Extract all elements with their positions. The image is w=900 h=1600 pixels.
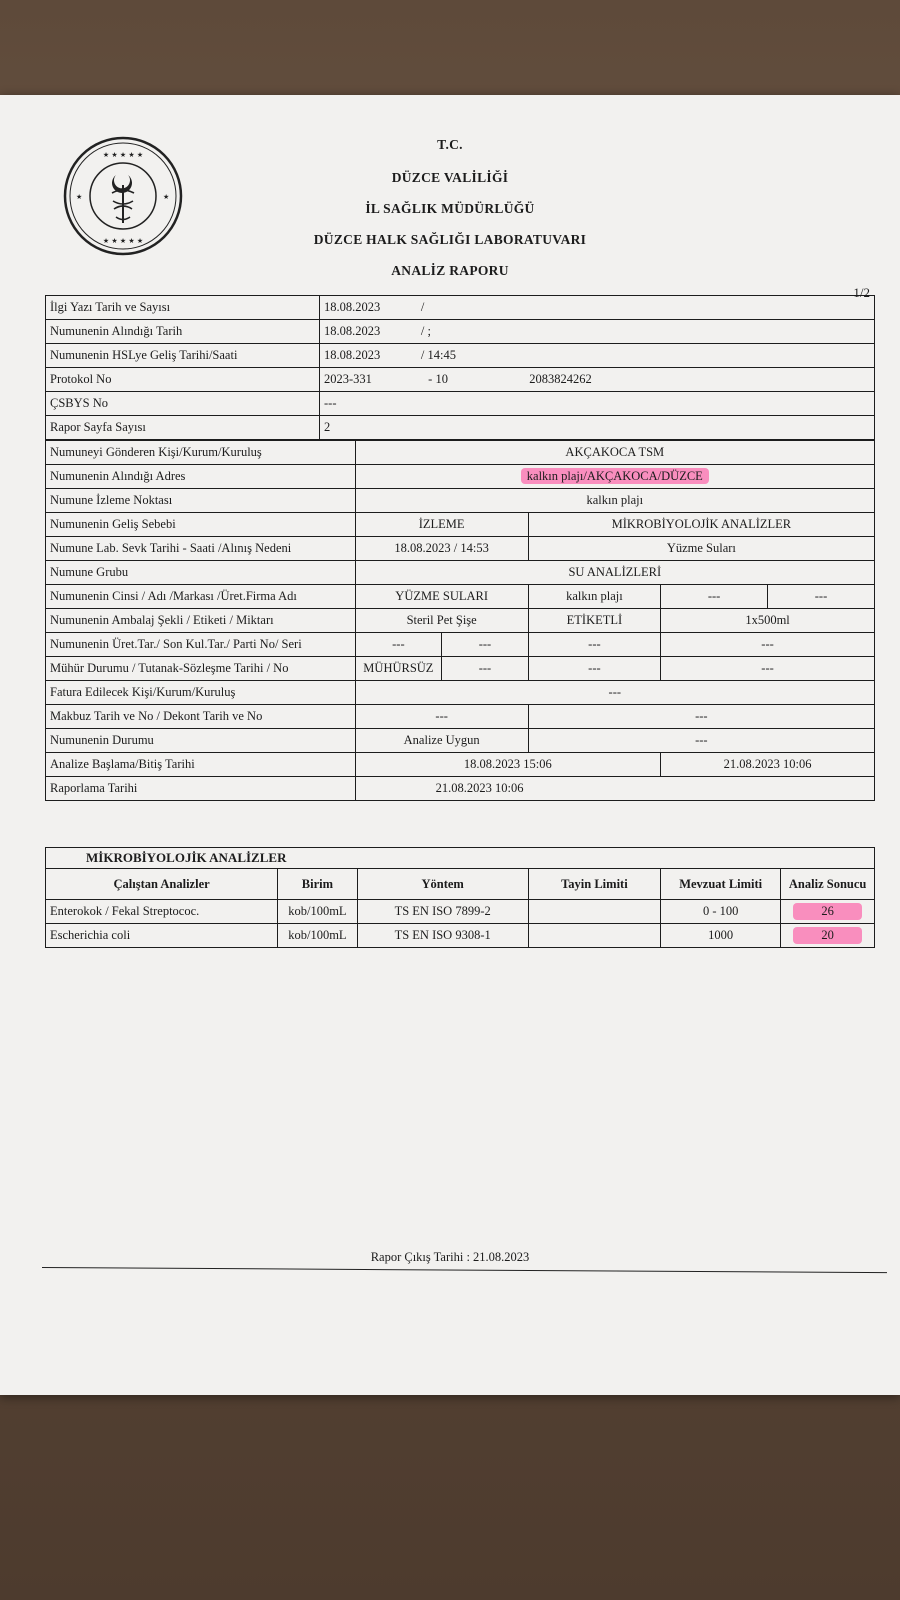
analysis-result xyxy=(781,924,875,948)
sender-value: AKÇAKOCA TSM xyxy=(355,441,874,465)
table-row xyxy=(46,344,875,368)
table-row xyxy=(46,416,875,440)
analysis-unit: kob/100mL xyxy=(278,924,357,948)
pack-value-3: 1x500ml xyxy=(661,609,875,633)
type-value-4: --- xyxy=(768,585,875,609)
reason-label: Numunenin Geliş Sebebi xyxy=(46,513,356,537)
header-laboratory: DÜZCE HALK SAĞLIĞI LABORATUVARI xyxy=(313,232,587,247)
seal-value-1: MÜHÜRSÜZ xyxy=(355,657,442,681)
analysis-end: 21.08.2023 10:06 xyxy=(661,753,875,777)
results-title: MİKROBİYOLOJİK ANALİZLER xyxy=(46,848,875,869)
svg-text:★: ★ xyxy=(163,193,170,201)
analysis-name: Escherichia coli xyxy=(46,924,278,948)
report-date-label: Raporlama Tarihi xyxy=(46,777,356,801)
reason-value-1: İZLEME xyxy=(355,513,528,537)
address-highlight: kalkın plajı/AKÇAKOCA/DÜZCE xyxy=(521,468,709,484)
table-row xyxy=(46,633,875,657)
row-value: 18.08.2023 / xyxy=(320,296,875,320)
footer-line xyxy=(42,1267,887,1273)
table-header-row xyxy=(46,869,875,900)
status-value-2: --- xyxy=(528,729,874,753)
receipt-label: Makbuz Tarih ve No / Dekont Tarih ve No xyxy=(46,705,356,729)
table-row xyxy=(46,368,875,392)
col-header-legal-limit: Mevzuat Limiti xyxy=(661,869,781,900)
row-value: 2 xyxy=(320,416,875,440)
result-highlight: 26 xyxy=(793,903,862,920)
row-label: Numunenin HSLye Geliş Tarihi/Saati xyxy=(46,344,320,368)
page-number: 1/2 xyxy=(853,285,870,300)
report-issue-date: Rapor Çıkış Tarihi : 21.08.2023 xyxy=(370,1250,530,1264)
analysis-name: Enterokok / Fekal Streptococ. xyxy=(46,900,278,924)
table-row xyxy=(46,900,875,924)
row-label: Protokol No xyxy=(46,368,320,392)
analysis-result xyxy=(781,900,875,924)
table-row xyxy=(46,513,875,537)
row-value: 18.08.2023 / 14:45 xyxy=(320,344,875,368)
row-value: 18.08.2023 / ; xyxy=(320,320,875,344)
col-header-unit: Birim xyxy=(278,869,357,900)
results-table xyxy=(45,847,875,948)
svg-text:★ ★ ★ ★ ★: ★ ★ ★ ★ ★ xyxy=(102,237,144,245)
dispatch-value-2: Yüzme Suları xyxy=(528,537,874,561)
analysis-start: 18.08.2023 15:06 xyxy=(355,753,661,777)
table-row xyxy=(46,681,875,705)
report-paper xyxy=(0,95,900,1395)
prod-value-4: --- xyxy=(661,633,875,657)
invoice-value: --- xyxy=(355,681,874,705)
prod-value-1: --- xyxy=(355,633,442,657)
table-row xyxy=(46,609,875,633)
row-label: ÇSBYS No xyxy=(46,392,320,416)
table-row xyxy=(46,489,875,513)
col-header-analysis: Çalıştan Analizler xyxy=(46,869,278,900)
table-row xyxy=(46,537,875,561)
type-label: Numunenin Cinsi / Adı /Markası /Üret.Firma Adı xyxy=(46,585,356,609)
type-value-1: YÜZME SULARI xyxy=(355,585,528,609)
row-value: --- xyxy=(320,392,875,416)
pack-label: Numunenin Ambalaj Şekli / Etiketi / Miktarı xyxy=(46,609,356,633)
analysis-legal-limit: 0 - 100 xyxy=(661,900,781,924)
address-value xyxy=(355,465,874,489)
row-label: İlgi Yazı Tarih ve Sayısı xyxy=(46,296,320,320)
dispatch-value-1: 18.08.2023 / 14:53 xyxy=(355,537,528,561)
table-row xyxy=(46,561,875,585)
pack-value-1: Steril Pet Şişe xyxy=(355,609,528,633)
svg-text:★: ★ xyxy=(76,193,83,201)
address-label: Numunenin Alındığı Adres xyxy=(46,465,356,489)
group-label: Numune Grubu xyxy=(46,561,356,585)
analysis-detection-limit xyxy=(528,924,660,948)
sender-label: Numuneyi Gönderen Kişi/Kurum/Kuruluş xyxy=(46,441,356,465)
table-row xyxy=(46,585,875,609)
col-header-detection-limit: Tayin Limiti xyxy=(528,869,660,900)
analysis-legal-limit: 1000 xyxy=(661,924,781,948)
table-row xyxy=(46,296,875,320)
request-info-table xyxy=(45,295,875,440)
seal-value-2: --- xyxy=(442,657,529,681)
table-row xyxy=(46,657,875,681)
analysis-unit: kob/100mL xyxy=(278,900,357,924)
status-label: Numunenin Durumu xyxy=(46,729,356,753)
report-date-value: 21.08.2023 10:06 xyxy=(355,777,874,801)
header-directorate: İL SAĞLIK MÜDÜRLÜĞÜ xyxy=(365,201,535,216)
col-header-result: Analiz Sonucu xyxy=(781,869,875,900)
table-row xyxy=(46,753,875,777)
header-report-title: ANALİZ RAPORU xyxy=(391,263,509,278)
seal-label: Mühür Durumu / Tutanak-Sözleşme Tarihi / No xyxy=(46,657,356,681)
row-value: 2023-331 - 10 2083824262 xyxy=(320,368,875,392)
reason-value-2: MİKROBİYOLOJİK ANALİZLER xyxy=(528,513,874,537)
table-row xyxy=(46,465,875,489)
status-value-1: Analize Uygun xyxy=(355,729,528,753)
table-row xyxy=(46,705,875,729)
analysis-method: TS EN ISO 9308-1 xyxy=(357,924,528,948)
type-value-2: kalkın plajı xyxy=(528,585,660,609)
pack-value-2: ETİKETLİ xyxy=(528,609,660,633)
dispatch-label: Numune Lab. Sevk Tarihi - Saati /Alınış Nedeni xyxy=(46,537,356,561)
table-row xyxy=(46,848,875,869)
prod-value-3: --- xyxy=(528,633,660,657)
seal-value-3: --- xyxy=(528,657,660,681)
point-value: kalkın plajı xyxy=(355,489,874,513)
sample-details-table xyxy=(45,440,875,801)
table-row xyxy=(46,729,875,753)
svg-text:★ ★ ★ ★ ★: ★ ★ ★ ★ ★ xyxy=(102,151,144,159)
analysis-dates-label: Analize Başlama/Bitiş Tarihi xyxy=(46,753,356,777)
table-row xyxy=(46,392,875,416)
prod-label: Numunenin Üret.Tar./ Son Kul.Tar./ Parti No/ Seri xyxy=(46,633,356,657)
point-label: Numune İzleme Noktası xyxy=(46,489,356,513)
analysis-method: TS EN ISO 7899-2 xyxy=(357,900,528,924)
seal-value-4: --- xyxy=(661,657,875,681)
receipt-value-2: --- xyxy=(528,705,874,729)
header-tc: T.C. xyxy=(437,137,463,152)
col-header-method: Yöntem xyxy=(357,869,528,900)
table-row xyxy=(46,441,875,465)
analysis-detection-limit xyxy=(528,900,660,924)
row-label: Rapor Sayfa Sayısı xyxy=(46,416,320,440)
prod-value-2: --- xyxy=(442,633,529,657)
header-governorship: DÜZCE VALİLİĞİ xyxy=(391,170,509,185)
invoice-label: Fatura Edilecek Kişi/Kurum/Kuruluş xyxy=(46,681,356,705)
receipt-value-1: --- xyxy=(355,705,528,729)
row-label: Numunenin Alındığı Tarih xyxy=(46,320,320,344)
result-highlight: 20 xyxy=(793,927,862,944)
table-row xyxy=(46,924,875,948)
table-row xyxy=(46,320,875,344)
group-value: SU ANALİZLERİ xyxy=(355,561,874,585)
type-value-3: --- xyxy=(661,585,768,609)
table-row xyxy=(46,777,875,801)
